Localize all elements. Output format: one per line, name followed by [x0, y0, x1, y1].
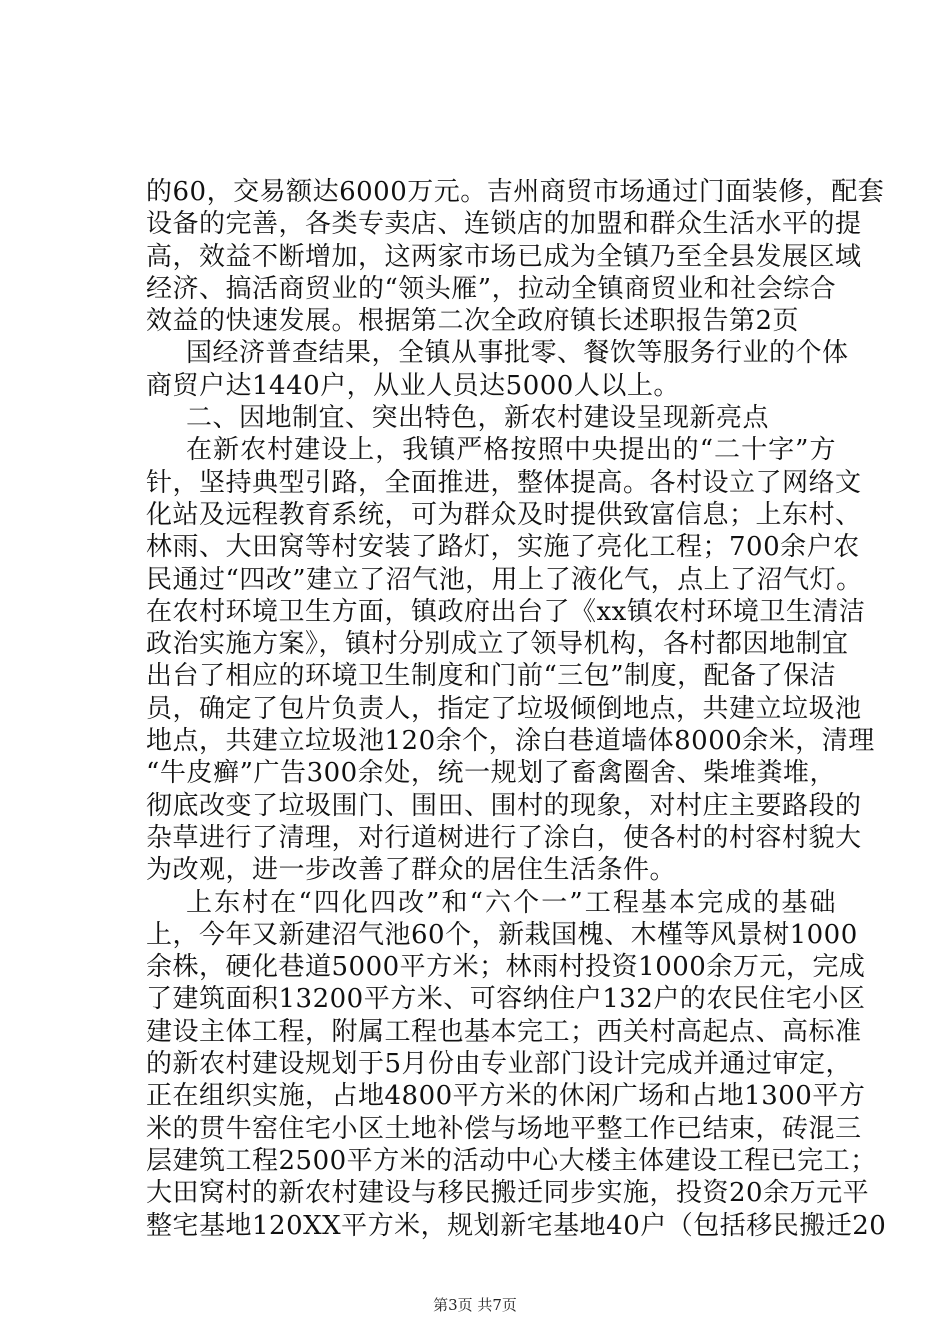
- text-line: 林雨、大田窝等村安装了路灯，实施了亮化工程；700余户农: [146, 532, 860, 563]
- page-number: 第3页 共7页: [433, 1296, 517, 1314]
- text-line: 国经济普查结果，全镇从事批零、餐饮等服务行业的个体: [186, 338, 849, 369]
- text-line: “牛皮癣”广告300余处，统一规划了畜禽圈舍、柴堆粪堆，: [146, 758, 836, 789]
- text-line: 了建筑面积13200平方米、可容纳住户132户的农民住宅小区: [146, 984, 866, 1015]
- text-line: 效益的快速发展。根据第二次全政府镇长述职报告第2页: [146, 306, 800, 337]
- text-line: 民通过“四改”建立了沼气池，用上了液化气，点上了沼气灯。: [146, 564, 863, 595]
- text-line: 在农村环境卫生方面，镇政府出台了《xx镇农村环境卫生清洁: [146, 596, 866, 627]
- text-line: 设备的完善，各类专卖店、连锁店的加盟和群众生活水平的提: [146, 209, 862, 240]
- text-line: 正在组织实施，占地4800平方米的休闲广场和占地1300平方: [146, 1081, 866, 1112]
- text-line: 的60，交易额达6000万元。吉州商贸市场通过门面装修，配套: [146, 177, 885, 207]
- text-line: 层建筑工程2500平方米的活动中心大楼主体建设工程已完工；: [146, 1145, 877, 1176]
- text-line: 彻底改变了垃圾围门、围田、围村的现象，对村庄主要路段的: [146, 790, 862, 821]
- text-line: 政治实施方案》，镇村分别成立了领导机构，各村都因地制宜: [146, 629, 849, 660]
- text-line: 上东村在“四化四改”和“六个一”工程基本完成的基础: [186, 887, 836, 918]
- text-line: 出台了相应的环境卫生制度和门前“三包”制度，配备了保洁: [146, 661, 837, 692]
- text-line: 建设主体工程，附属工程也基本完工；西关村高起点、高标准: [146, 1016, 862, 1047]
- text-line: 二、因地制宜、突出特色，新农村建设呈现新亮点: [186, 403, 770, 434]
- paragraph: [146, 434, 875, 886]
- text-line: 杂草进行了清理，对行道树进行了涂白，使各村的村容村貌大: [146, 822, 862, 853]
- paragraph: [146, 887, 887, 1242]
- text-line: 针，坚持典型引路，全面推进，整体提高。各村设立了网络文: [146, 467, 862, 498]
- text-line: 高，效益不断增加，这两家市场已成为全镇乃至全县发展区域: [146, 241, 862, 272]
- text-line: 整宅基地120XX平方米，规划新宅基地40户（包括移民搬迁20: [146, 1210, 887, 1241]
- page-footer: [0, 1295, 950, 1315]
- text-line: 余株，硬化巷道5000平方米；林雨村投资1000余万元，完成: [146, 952, 866, 983]
- text-line: 米的贯牛窑住宅小区土地补偿与场地平整工作已结束，砖混三: [146, 1113, 862, 1144]
- text-line: 经济、搞活商贸业的“领头雁”，拉动全镇商贸业和社会综合: [146, 273, 837, 304]
- document-body: [146, 176, 887, 1242]
- text-line: 的新农村建设规划于5月份由专业部门设计完成并通过审定，: [146, 1049, 853, 1080]
- text-line: 为改观，进一步改善了群众的居住生活条件。: [146, 855, 677, 886]
- text-line: 员，确定了包片负责人，指定了垃圾倾倒地点，共建立垃圾池: [146, 693, 862, 724]
- text-line: 商贸户达1440户，从业人员达5000人以上。: [146, 370, 680, 401]
- text-line: 地点，共建立垃圾池120余个，涂白巷道墙体8000余米，清理: [146, 726, 875, 757]
- text-line: 在新农村建设上，我镇严格按照中央提出的“二十字”方: [186, 435, 836, 466]
- text-line: 化站及远程教育系统，可为群众及时提供致富信息；上东村、: [146, 499, 862, 530]
- text-line: 大田窝村的新农村建设与移民搬迁同步实施，投资20余万元平: [146, 1178, 870, 1209]
- text-line: 上，今年又新建沼气池60个，新栽国槐、木槿等风景树1000: [146, 919, 858, 950]
- paragraph: [146, 337, 849, 402]
- paragraph: [146, 176, 885, 337]
- section-heading: [146, 402, 836, 434]
